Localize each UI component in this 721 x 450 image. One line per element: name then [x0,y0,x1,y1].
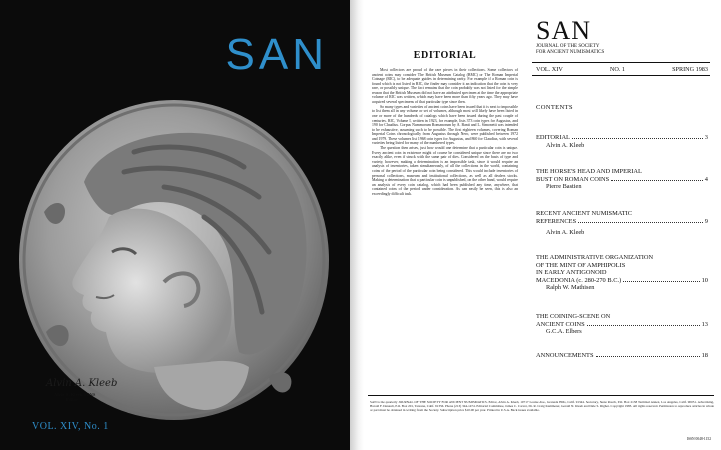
toc-title: REFERENCES [536,217,577,225]
toc-entry[interactable] [536,134,708,149]
toc-title: RECENT ANCIENT NUMISMATIC [536,210,632,217]
toc-page: 13 [701,320,708,328]
editorial-title: EDITORIAL [413,50,477,61]
toc-entry[interactable] [536,168,708,191]
editorial-body [372,68,518,197]
toc-entry[interactable] [536,210,708,237]
editorial-column [372,0,518,450]
toc-entry[interactable] [536,352,708,360]
toc-author: Alvin A. Kleeb [546,229,585,237]
toc-title: ANNOUNCEMENTS [536,352,594,359]
page-gutter [350,0,364,450]
issue-volume: VOL. XIV [536,66,563,73]
publication-info: SAN is the quarterly JOURNAL OF THE SOCIETY FOR ANCIENT NUMISMATICS. Editor, Alvin A. Kleeb, 10717 Louise Ave., Granada Hills, Calif. 91344. Secretary, Susie Rasch, P.O. Box 2138 Terminal Annex, Los Angeles, Calif. 90051. Advertising, Harold F. Denault, P.O. Box 201, Tarzana, Calif. 91356. Phone (213) 344-1474. Editorial Committee, James C. Carver, Dr. R. Craig Kammerer, Gerald N. Kleeb and Dale S. Righer. Copyright 1983. All rights reserved. Permission to reproduce articles in whole or part must be obtained in writing from the Society. Subscription price $10.00 per year. Printed in U.S.A. Back issues available. [370,400,714,413]
toc-title: ANCIENT COINS [536,320,585,328]
toc-page: 4 [704,175,708,183]
masthead-subtitle-line: FOR ANCIENT NUMISMATICS [536,50,605,56]
cover-title: SAN [225,30,328,79]
cover-volume-label: VOL. XIV, No. 1 [32,421,109,432]
toc-page: 3 [704,134,708,141]
toc-title: THE ADMINISTRATIVE ORGANIZATION [536,254,654,261]
toc-entry[interactable] [536,313,708,336]
issue-info-row [536,66,708,73]
toc-title: MACEDONIA (c. 280-270 B.C.) [536,276,622,284]
issn-number: ISSN 0048-1152 [686,437,711,441]
toc-title: EDITORIAL [536,134,570,141]
editor-name: Alvin A. Kleeb, FENS [54,392,96,397]
toc-title: OF THE MINT OF AMPHIPOLIS [536,261,626,269]
toc-title: THE COINING-SCENE ON [536,313,611,320]
editor-role: Editor [66,397,78,402]
contents-heading: CONTENTS [536,104,573,111]
masthead-title: SAN [536,16,592,45]
masthead-rule [532,62,710,63]
editorial-paragraph: The question then arises, just how would one determine that a particular coin is unique. Every ancient coin in existence might of course be considered unique since there are no two exactly alike, even if struck with the same pair of dies. Considered on the basis of type and variety, however, making a determination is an impossible task, since it would require an analysis of inventories, taken simultaneously, of all the collections in the world, containing coins of the period of the particular coin being considered. This would include inventories of personal collections, museum and institutional collections, as well as all dealers stocks. Making a determination that a particular coin is unpublished, on the other hand, would require an analysis of every coin catalog, which had been published any time, anywhere, that contained coins of the period under consideration. As can easily be seen, this is also an exceedingly difficult task. [372,146,518,196]
editor-signature: Alvin A. Kleeb [46,378,118,389]
issue-number: NO. 1 [609,66,625,73]
masthead-subtitle-line: JOURNAL OF THE SOCIETY [536,44,600,49]
toc-title: THE HORSE'S HEAD AND IMPERIAL [536,168,642,175]
toc-title: IN EARLY ANTIGONOID [536,269,607,277]
contents-column [528,0,714,450]
toc-title: BUST ON ROMAN COINS [536,175,610,183]
toc-author: Pierre Bastien [546,183,582,191]
masthead-subtitle [536,44,604,57]
toc-page: 18 [701,352,708,359]
toc-author: G.C.A. Elbers [546,328,582,336]
editorial-paragraph: Most collectors are proud of the rare pieces in their collections. Some collectors of ancient coins may consider The British Museum Catalog (BMC) or The Roman Imperial Coinage (RIC), to be adequate guides in determining rarity. For example if a Roman coin is found which is not listed in RIC, the finder may consider it an indication that the coin is very rare, or possibly unique. The fact remains that the coin probably was not listed for the simple reason that the British Museum did not have an attributed specimen at the time the appropriate volume of RIC was written, which may have been more than fifty years ago. They may have acquired several specimens of that particular type since then. [372,68,518,104]
toc-page: 9 [704,217,708,225]
toc-page: 10 [701,276,708,284]
toc-author: Ralph W. Mathisen [546,284,595,292]
toc-entry[interactable] [536,254,708,292]
masthead-rule [532,75,710,76]
issue-season: SPRING 1983 [672,66,708,73]
toc-author: Alvin A. Kleeb [546,141,585,149]
coin-portrait-image [14,92,334,422]
editorial-paragraph: So many types and varieties of ancient coins have been issued that it is next to impossible to list them all in any volume or set of volumes, although most will likely have been listed in one or more of the hundreds of catalogs which have been issued during the past couple of centuries. RIC, Volume I, written in 1923, for example, lists 373 coin types for Augustus, and 190 for Claudius. Corpus Nummorum Romanorum by A. Banti and L. Simonetti was intended to be exhaustive, assuming such to be possible. The first eighteen volumes, covering Roman Imperial Coins chronologically from Augustus through Nero, were published between 1972 and 1979. These volumes list 1968 coin types for Augustus, and 860 for Claudius, with several varieties being listed for many of the numbered types. [372,104,518,146]
footer-rule [368,395,714,396]
